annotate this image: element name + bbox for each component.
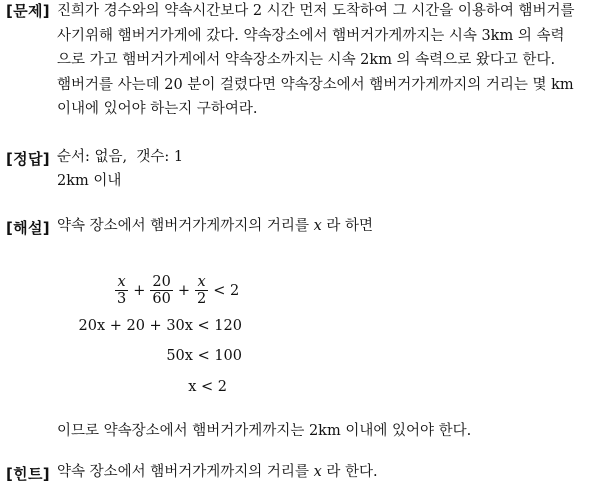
fraction-denominator: 3 (117, 291, 127, 307)
fraction-numerator: 20 (152, 274, 171, 290)
fraction-x-over-2 (195, 274, 208, 307)
equation-3: 50x < 100 (166, 348, 242, 364)
fraction-denominator: 60 (152, 291, 171, 307)
solution-intro-tail: 라 하면 (326, 218, 373, 234)
answer-line: 순서: 없음, 갯수: 1 (57, 149, 184, 165)
solution-conclusion: 이므로 약속장소에서 햄버거가게까지는 2km 이내에 있어야 한다. (57, 423, 472, 439)
fraction-20-over-60 (150, 274, 172, 307)
problem-line: 햄버거를 사는데 20 분이 걸렸다면 약속장소에서 햄버거가게까지의 거리는 몇 km (57, 76, 574, 93)
fraction-numerator: x (115, 274, 128, 291)
solution-intro (57, 214, 588, 238)
solution-label: [해설] (6, 219, 50, 237)
problem-line: 사기위해 햄버거가게에 갔다. 약속장소에서 햄버거가게까지는 시속 3km 의 속력 (57, 27, 565, 44)
hint-text-main: 약속 장소에서 햄버거가게까지의 거리를 (57, 464, 309, 480)
inequality-rhs: < 2 (213, 282, 240, 299)
answer-line: 2km 이내 (57, 173, 122, 189)
variable-x: x (313, 218, 322, 234)
fraction-x-over-3 (115, 274, 128, 307)
fraction-numerator: x (195, 274, 208, 291)
hint-label: [힌트] (6, 465, 50, 483)
problem-line: 으로 가고 햄버거가게에서 약속장소까지는 시속 2km 의 속력으로 왔다고 한다. (57, 52, 556, 68)
equation-1 (114, 274, 239, 307)
hint-text (57, 461, 588, 483)
variable-x: x (313, 464, 322, 480)
equation-4: x < 2 (188, 379, 227, 395)
solution-intro-text: 약속 장소에서 햄버거가게까지의 거리를 (57, 218, 309, 234)
problem-line: 진희가 경수와의 약속시간보다 2 시간 먼저 도착하여 그 시간을 이용하여 햄버거를 (57, 3, 575, 19)
plus-sign: + (177, 282, 190, 299)
fraction-denominator: 2 (197, 291, 207, 307)
plus-sign: + (133, 282, 146, 299)
answer-label: [정답] (6, 150, 50, 168)
equation-2: 20x + 20 + 30x < 120 (78, 318, 242, 334)
answer-text (57, 145, 588, 193)
problem-label: [문제] (6, 2, 50, 20)
hint-text-tail: 라 한다. (326, 464, 378, 480)
problem-text (57, 0, 588, 122)
problem-line: 이내에 있어야 하는지 구하여라. (57, 101, 258, 117)
